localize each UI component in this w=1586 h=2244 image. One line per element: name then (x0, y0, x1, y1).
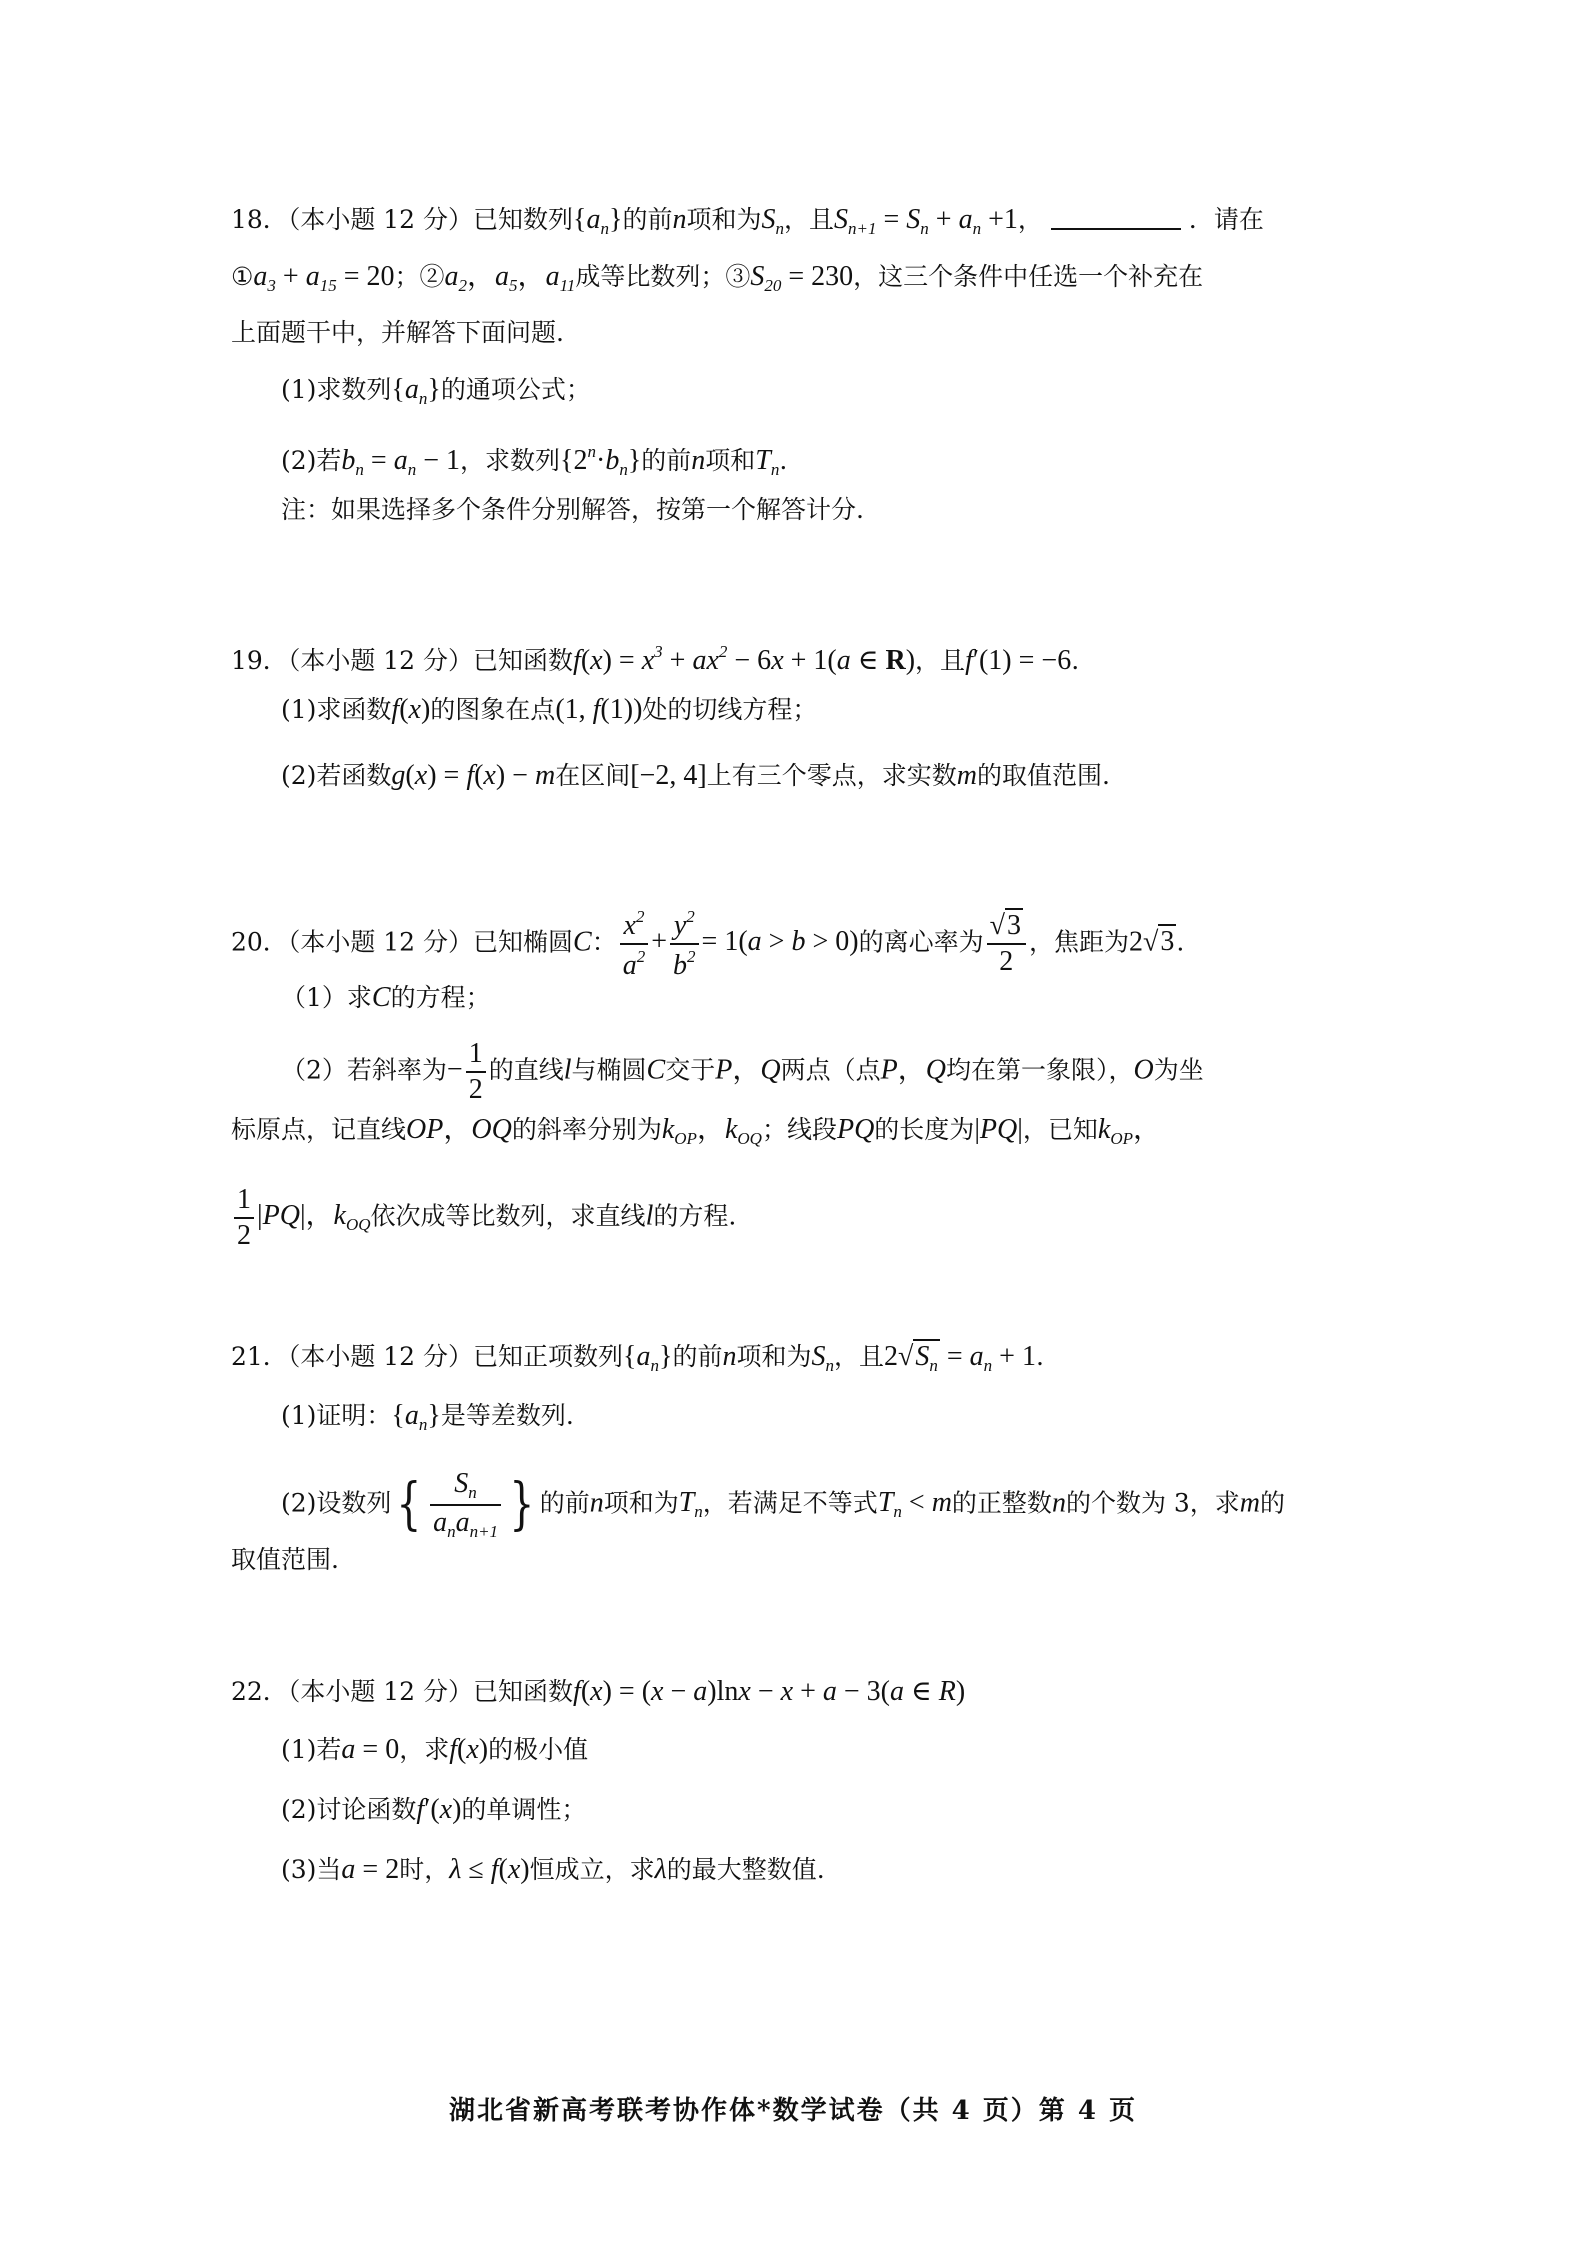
problem-22-q1: (1)若a = 0，求f(x)的极小值 (281, 1734, 589, 1765)
math-expr: |PQ| (974, 1114, 1023, 1145)
problem-number: 19． (231, 646, 288, 675)
problem-19-q2: (2)若函数g(x) = f(x) − m在区间[−2, 4]上有三个零点，求实数m的取值范围. (281, 760, 1110, 791)
problem-18-q2: (2)若$b_n = a_n - 1$，求数列$\{2^n\cdot b_n\}$的前n项和$T_n$. (281, 442, 788, 479)
math-expr: g(x) = f(x) − m (391, 760, 556, 791)
math-expr: f′(1) = −6 (965, 645, 1072, 676)
page-footer: 湖北省新高考联考协作体*数学试卷（共 4 页）第 4 页 (449, 2096, 1137, 2126)
problem-number: 20． (231, 927, 288, 957)
math-expr: $\{a_n\}$ (573, 204, 623, 238)
math-expr: $a_3 + a_{15} = 20$ (253, 261, 395, 295)
math-expr: $b_n = a_n - 1$ (341, 445, 461, 479)
math-expr: $T_n < m$ (877, 1487, 952, 1522)
problem-22-q3: (3)当a = 2时，λ ≤ f(x)恒成立，求λ的最大整数值. (281, 1854, 825, 1885)
problem-number: 21． (231, 1342, 288, 1371)
problem-number: 18． (231, 205, 288, 234)
math-expr: $\{a_n\}$ (391, 374, 441, 408)
problem-22-line-1: 22．（本小题 12 分）已知函数f(x) = (x − a)lnx − x + a − 3(a ∈ R) (231, 1676, 966, 1707)
math-expr: − $\frac{1}{2}$ (447, 1054, 489, 1085)
problem-points: （本小题 12 分） (287, 1342, 474, 1371)
problem-19-q1: (1)求函数f(x)的图象在点(1, f(1))处的切线方程； (281, 694, 818, 725)
problem-18-line-3: 上面题干中，并解答下面问题. (231, 318, 564, 347)
problem-points: （本小题 12 分） (287, 646, 474, 675)
math-expr: $2√S_n = a_n + 1$ (884, 1341, 1036, 1375)
problem-21-line-1: 21．（本小题 12 分）已知正项数列$\{a_n\}$的前n项和为$S_n$，且$2√S_n = a_n + 1$. (231, 1341, 1044, 1375)
math-expr: [−2, 4] (630, 760, 707, 791)
problem-21-q1: (1)证明：$\{a_n\}$是等差数列. (281, 1400, 574, 1434)
problem-18-note: 注：如果选择多个条件分别解答，按第一个解答计分. (281, 495, 864, 524)
math-expr: OP，OQ (406, 1114, 512, 1145)
problem-18-q1: (1)求数列$\{a_n\}$的通项公式； (281, 374, 591, 408)
problem-number: 22． (231, 1677, 288, 1706)
math-expr: $f(x) = x^3 + ax^2 - 6x + 1(a$ ∈ R) (573, 642, 916, 676)
math-expr: 2√3 (1129, 926, 1175, 958)
problem-20-q2: （2）若斜率为− $\frac{1}{2}$ 的直线l与椭圆C交于P，Q两点（点P，Q均在第一象限），O为坐 (281, 1038, 1204, 1105)
math-expr: $\frac{1}{2}$ |PQ|，$k_{OQ}$ (231, 1200, 371, 1231)
problem-22-q2: (2)讨论函数f′(x)的单调性； (281, 1794, 587, 1825)
math-expr: $a_2$，$a_5$，$a_{11}$ (444, 261, 576, 295)
math-expr: { $\frac{S_n}{a_na_{n+1}}$ } (396, 1468, 535, 1541)
problem-19-line-1: 19．（本小题 12 分）已知函数$f(x) = x^3 + ax^2 - 6x + 1(a$ ∈ R)，且f′(1) = −6. (231, 642, 1080, 676)
answer-blank[interactable] (1051, 204, 1181, 230)
math-expr: $S_{20} = 230$ (750, 261, 854, 295)
problem-21-q2: (2)设数列{ $\frac{S_n}{a_na_{n+1}}$ } 的前n项和为$T_n$，若满足不等式$T_n < m$的正整数n的个数为 3，求m的 (281, 1468, 1286, 1541)
problem-points: （本小题 12 分） (287, 1677, 474, 1706)
math-expr: $\{2^n\cdot b_n\}$ (560, 442, 642, 479)
problem-18-line-1: 18．（本小题 12 分）已知数列$\{a_n\}$的前n项和为$S_n$，且$S_{n+1} = S_n + a_n +1$， ．请在 (231, 204, 1264, 238)
problem-20-line-4: $\frac{1}{2}$ |PQ|，$k_{OQ}$依次成等比数列，求直线l的方程. (231, 1186, 1371, 1250)
math-expr: $k_{OP}$，$k_{OQ}$ (661, 1114, 762, 1148)
math-expr: $\frac{x^2}{a^2}$ + $\frac{y^2}{b^2}$ = 1(a > b > 0) (617, 926, 859, 957)
math-expr: $\frac{√3}{2}$ (984, 926, 1029, 957)
problem-21-line-4: 取值范围. (231, 1545, 339, 1574)
problem-points: （本小题 12 分） (287, 927, 474, 957)
problem-20-line-3: 标原点，记直线OP，OQ的斜率分别为$k_{OP}$，$k_{OQ}$；线段PQ的长度为|PQ|，已知$k_{OP}$， (231, 1114, 1161, 1148)
math-expr: (1, f(1)) (555, 694, 643, 725)
problem-20-q1: （1）求C的方程； (281, 982, 491, 1013)
math-expr: f(x) = (x − a)lnx − x + a − 3(a ∈ R) (573, 1676, 966, 1707)
math-expr: λ ≤ f(x) (449, 1854, 530, 1885)
math-expr: $S_{n+1} = S_n + a_n +1$ (834, 204, 1018, 238)
problem-18-line-2: $①a_3 + a_{15} = 20$；$②a_2$，$a_5$，$a_{11}$成等比数列；$③S_{20} = 230$，这三个条件中任选一个补充在 (231, 261, 1204, 295)
problem-points: （本小题 12 分） (287, 205, 474, 234)
problem-20-line-1: 20．（本小题 12 分）已知椭圆C： $\frac{x^2}{a^2}$ + $\frac{y^2}{b^2}$ = 1(a > b > 0)的离心率为 $\frac{√3}{2}$ ，焦距为2√3. (231, 907, 1185, 981)
